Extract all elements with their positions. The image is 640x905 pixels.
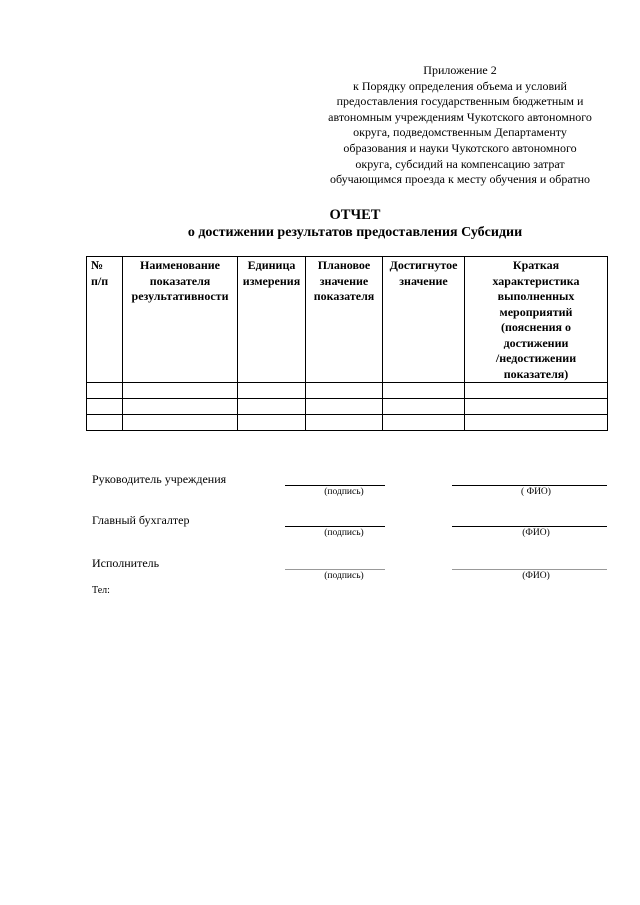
signature-role-executor: Исполнитель: [92, 556, 160, 570]
appendix-line: округа, субсидий на компенсацию затрат: [355, 156, 565, 171]
table-cell[interactable]: [383, 383, 465, 399]
table-row: [87, 415, 608, 431]
name-line-executor[interactable]: [452, 569, 607, 570]
appendix-line: Приложение 2: [423, 63, 497, 77]
table-cell[interactable]: [123, 415, 238, 431]
signature-caption: (подпись): [324, 571, 364, 581]
signature-role-accountant: Главный бухгалтер: [92, 513, 190, 527]
report-subtitle: о достижении результатов предоставления Субсидии: [187, 225, 523, 240]
signature-caption: (подпись): [324, 528, 364, 538]
name-line-accountant[interactable]: [452, 526, 607, 527]
phone-label: Тел:: [92, 585, 110, 596]
header-unit: Единица измерения: [238, 257, 306, 383]
table-cell[interactable]: [465, 383, 608, 399]
name-caption: (ФИО): [522, 528, 550, 538]
table-cell[interactable]: [306, 399, 383, 415]
table-cell[interactable]: [87, 415, 123, 431]
signature-role-head: Руководитель учреждения: [92, 472, 227, 486]
name-line-head[interactable]: [452, 485, 607, 486]
header-number: № п/п: [87, 257, 123, 383]
appendix-block: [300, 63, 620, 188]
table-cell[interactable]: [238, 399, 306, 415]
header-planned-value: Плановое значение показателя: [306, 257, 383, 383]
signature-line-accountant[interactable]: [285, 526, 385, 527]
report-title: ОТЧЕТ: [329, 207, 381, 223]
table-cell[interactable]: [87, 383, 123, 399]
table-cell[interactable]: [87, 399, 123, 415]
table-cell[interactable]: [465, 415, 608, 431]
table-row: [87, 399, 608, 415]
header-indicator-name: Наименование показателя результативности: [123, 257, 238, 383]
name-caption: (ФИО): [522, 571, 550, 581]
table-header-row: [87, 257, 608, 383]
table-cell[interactable]: [238, 415, 306, 431]
appendix-line: округа, подведомственным Департаменту: [353, 125, 567, 140]
table-cell[interactable]: [306, 415, 383, 431]
appendix-line: обучающимся проезда к месту обучения и обратно: [329, 172, 591, 187]
report-table: [86, 256, 608, 431]
table-row: [87, 383, 608, 399]
table-cell[interactable]: [306, 383, 383, 399]
table-cell[interactable]: [465, 399, 608, 415]
table-cell[interactable]: [123, 399, 238, 415]
name-caption: ( ФИО): [521, 487, 551, 497]
appendix-line: образования и науки Чукотского автономного: [343, 140, 577, 155]
signature-line-head[interactable]: [285, 485, 385, 486]
table-cell[interactable]: [383, 399, 465, 415]
appendix-line: предоставления государственным бюджетным и: [336, 94, 584, 109]
header-description: Краткая характеристика выполненных мероприятий (пояснения о достижении /недостижении показателя): [465, 257, 608, 383]
appendix-line: к Порядку определения объема и условий: [353, 78, 567, 93]
signature-line-executor[interactable]: [285, 569, 385, 570]
table-cell[interactable]: [238, 383, 306, 399]
appendix-line: автономным учреждениям Чукотского автономного: [328, 109, 592, 124]
table-cell[interactable]: [123, 383, 238, 399]
table-cell[interactable]: [383, 415, 465, 431]
header-achieved-value: Достигнутое значение: [383, 257, 465, 383]
signature-caption: (подпись): [324, 487, 364, 497]
